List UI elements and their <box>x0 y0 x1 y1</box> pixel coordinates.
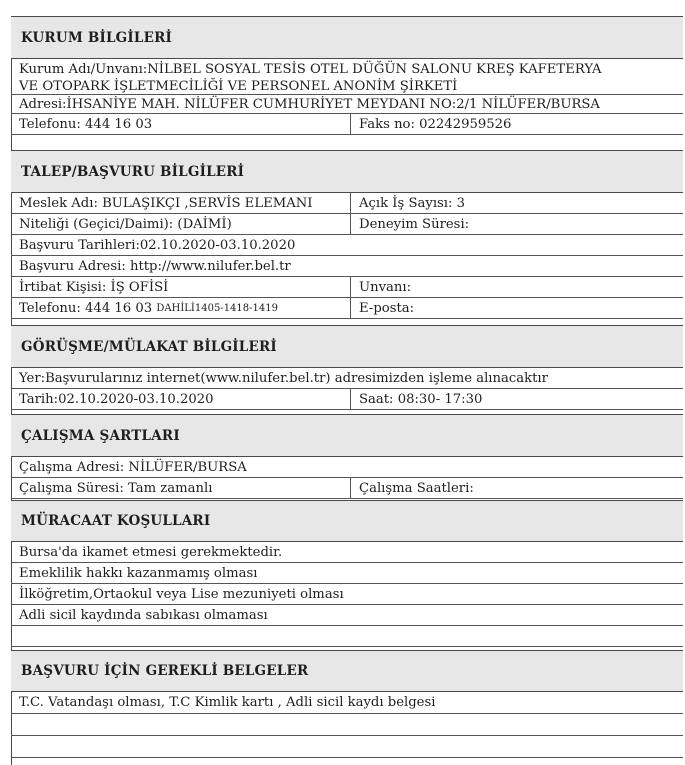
section-title: KURUM BİLGİLERİ <box>21 29 173 46</box>
section-header-kurum <box>11 16 683 59</box>
gorusme-saat: Saat: 08:30- 17:30 <box>359 391 483 407</box>
belgeler-item: T.C. Vatandaşı olması, T.C Kimlik kartı , Adli sicil kaydı belgesi <box>19 695 436 710</box>
calisma-saatleri: Çalışma Saatleri: <box>359 480 474 496</box>
calisma-sure-row <box>11 478 683 499</box>
muracaat-item: Bursa'da ikamet etmesi gerekmektedir. <box>19 544 283 560</box>
kurum-name <box>11 59 610 95</box>
niteligi: Niteliği (Geçici/Daimi): (DAİMİ) <box>11 214 351 234</box>
eposta: E-posta: <box>359 300 415 316</box>
section-header-belgeler <box>11 650 683 692</box>
muracaat-item: İlköğretim,Ortaokul veya Lise mezuniyeti olması <box>19 586 344 602</box>
kurum-phone: Telefonu: 444 16 03 <box>11 114 351 134</box>
kurum-fax: Faks no: 02242959526 <box>359 116 512 132</box>
kurum-address-row <box>11 95 683 114</box>
telefon-dahili: DAHİLİ1405-1418-1419 <box>156 302 278 314</box>
gorusme-tarih: Tarih:02.10.2020-03.10.2020 <box>11 389 351 409</box>
kurum-name-row <box>11 59 683 95</box>
talep-meslek-row <box>11 193 683 214</box>
gorusme-yer-row <box>11 368 683 389</box>
talep-adres-row <box>11 256 683 277</box>
talep-telefon <box>11 298 351 318</box>
section-header-gorusme <box>11 325 683 368</box>
section-header-calisma <box>11 414 683 457</box>
talep-irtibat-row <box>11 277 683 298</box>
list-item <box>11 542 683 563</box>
talep-telefon-row <box>11 298 683 319</box>
acik-is-sayisi: Açık İş Sayısı: 3 <box>359 195 466 211</box>
list-item <box>11 692 683 714</box>
deneyim-suresi: Deneyim Süresi: <box>359 216 470 232</box>
kurum-name-line1: Kurum Adı/Unvanı:NİLBEL SOSYAL TESİS OTEL DÜĞÜN SALONU KREŞ KAFETERYA <box>19 62 602 77</box>
gorusme-tarih-row <box>11 389 683 410</box>
gorusme-yer: Yer:Başvurularınız internet(www.nilufer.bel.tr) adresimizden işleme alınacaktır <box>19 370 548 386</box>
talep-nitelik-row <box>11 214 683 235</box>
section-title: BAŞVURU İÇİN GEREKLİ BELGELER <box>21 663 309 679</box>
basvuru-tarihleri: Başvuru Tarihleri:02.10.2020-03.10.2020 <box>19 237 296 253</box>
section-title: ÇALIŞMA ŞARTLARI <box>21 427 180 444</box>
section-header-muracaat <box>11 500 683 542</box>
calisma-adresi: Çalışma Adresi: NİLÜFER/BURSA <box>19 459 247 475</box>
list-item <box>11 584 683 605</box>
kurum-name-line2: VE OTOPARK İŞLETMECİLİĞİ VE PERSONEL ANONİM ŞİRKETİ <box>19 79 458 94</box>
calisma-adres-row <box>11 457 683 478</box>
section-title: MÜRACAAT KOŞULLARI <box>21 513 211 529</box>
section-title: TALEP/BAŞVURU BİLGİLERİ <box>21 163 245 180</box>
telefon-main: Telefonu: 444 16 03 <box>19 300 153 316</box>
basvuru-adresi: Başvuru Adresi: http://www.nilufer.bel.tr <box>19 258 291 274</box>
list-item <box>11 563 683 584</box>
empty-row <box>11 714 683 736</box>
kurum-address: Adresi:İHSANİYE MAH. NİLÜFER CUMHURİYET MEYDANI NO:2/1 NİLÜFER/BURSA <box>19 96 600 112</box>
muracaat-item: Emeklilik hakkı kazanmamış olması <box>19 565 258 581</box>
empty-row <box>11 626 683 647</box>
talep-tarih-row <box>11 235 683 256</box>
kurum-phone-row <box>11 114 683 135</box>
meslek-adi: Meslek Adı: BULAŞIKÇI ,SERVİS ELEMANI <box>11 193 351 213</box>
section-header-talep <box>11 150 683 193</box>
list-item <box>11 605 683 626</box>
unvani: Unvanı: <box>359 279 412 295</box>
irtibat-kisisi: İrtibat Kişisi: İŞ OFİSİ <box>11 277 351 297</box>
section-title: GÖRÜŞME/MÜLAKAT BİLGİLERİ <box>21 338 277 355</box>
calisma-suresi: Çalışma Süresi: Tam zamanlı <box>11 478 351 498</box>
empty-row <box>11 736 683 758</box>
muracaat-item: Adli sicil kaydında sabıkası olmaması <box>19 607 268 623</box>
